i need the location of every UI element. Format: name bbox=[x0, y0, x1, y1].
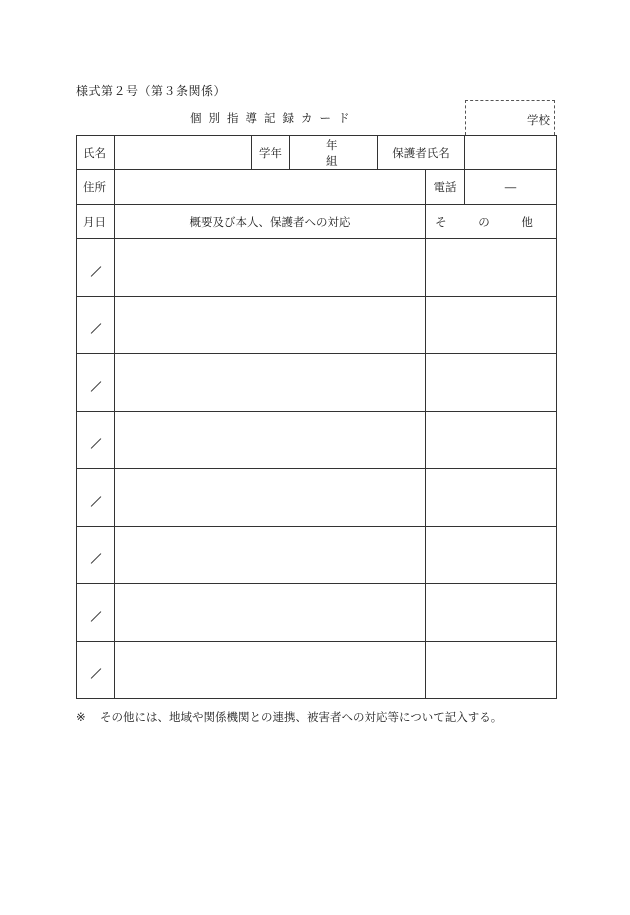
note-mark: ※ bbox=[76, 710, 86, 724]
other-field[interactable] bbox=[426, 297, 557, 354]
date-slash-icon bbox=[90, 668, 101, 679]
summary-field[interactable] bbox=[115, 469, 426, 527]
school-name-box[interactable] bbox=[465, 100, 555, 135]
card-title: 個別指導記録カード bbox=[190, 111, 357, 125]
other-header: そ の 他 bbox=[426, 205, 557, 239]
school-label: 学校 bbox=[527, 113, 550, 127]
date-slash-icon bbox=[90, 496, 101, 507]
date-slash-icon bbox=[90, 553, 101, 564]
entry-row bbox=[77, 469, 557, 527]
name-field[interactable] bbox=[115, 136, 252, 170]
date-slash-icon bbox=[90, 323, 101, 334]
other-field[interactable] bbox=[426, 412, 557, 469]
phone-label: 電話 bbox=[426, 170, 465, 205]
date-field[interactable] bbox=[77, 239, 115, 297]
grade-class-field[interactable] bbox=[290, 136, 378, 170]
year-label: 年 bbox=[326, 137, 338, 152]
guardian-name-field[interactable] bbox=[465, 136, 557, 170]
summary-field[interactable] bbox=[115, 584, 426, 642]
form-number: 様式第２号（第３条関係） bbox=[76, 84, 227, 98]
other-field[interactable] bbox=[426, 469, 557, 527]
date-header: 月日 bbox=[77, 205, 115, 239]
summary-field[interactable] bbox=[115, 412, 426, 469]
address-row bbox=[77, 170, 557, 205]
name-row bbox=[77, 136, 557, 170]
summary-field[interactable] bbox=[115, 642, 426, 699]
entry-row bbox=[77, 642, 557, 699]
grade-label: 学年 bbox=[252, 136, 290, 170]
date-field[interactable] bbox=[77, 642, 115, 699]
footnote bbox=[76, 709, 502, 725]
summary-field[interactable] bbox=[115, 354, 426, 412]
entry-row bbox=[77, 354, 557, 412]
other-field[interactable] bbox=[426, 642, 557, 699]
summary-field[interactable] bbox=[115, 527, 426, 584]
other-field[interactable] bbox=[426, 239, 557, 297]
entry-row bbox=[77, 297, 557, 354]
address-label: 住所 bbox=[77, 170, 115, 205]
date-slash-icon bbox=[90, 611, 101, 622]
entry-row bbox=[77, 527, 557, 584]
guardian-name-label: 保護者氏名 bbox=[378, 136, 465, 170]
other-field[interactable] bbox=[426, 584, 557, 642]
other-field[interactable] bbox=[426, 527, 557, 584]
date-field[interactable] bbox=[77, 297, 115, 354]
header-row bbox=[77, 205, 557, 239]
record-table bbox=[76, 135, 557, 699]
date-field[interactable] bbox=[77, 354, 115, 412]
other-field[interactable] bbox=[426, 354, 557, 412]
note-text: その他には、地域や関係機関との連携、被害者への対応等について記入する。 bbox=[100, 710, 503, 724]
date-field[interactable] bbox=[77, 469, 115, 527]
summary-header: 概要及び本人、保護者への対応 bbox=[115, 205, 426, 239]
entry-row bbox=[77, 412, 557, 469]
entry-row bbox=[77, 584, 557, 642]
name-label: 氏名 bbox=[77, 136, 115, 170]
date-slash-icon bbox=[90, 266, 101, 277]
date-field[interactable] bbox=[77, 584, 115, 642]
address-field[interactable] bbox=[115, 170, 426, 205]
summary-field[interactable] bbox=[115, 297, 426, 354]
entry-row bbox=[77, 239, 557, 297]
phone-field[interactable]: ― bbox=[465, 170, 557, 205]
class-label: 組 bbox=[326, 153, 338, 168]
date-field[interactable] bbox=[77, 527, 115, 584]
date-slash-icon bbox=[90, 381, 101, 392]
date-slash-icon bbox=[90, 438, 101, 449]
date-field[interactable] bbox=[77, 412, 115, 469]
summary-field[interactable] bbox=[115, 239, 426, 297]
